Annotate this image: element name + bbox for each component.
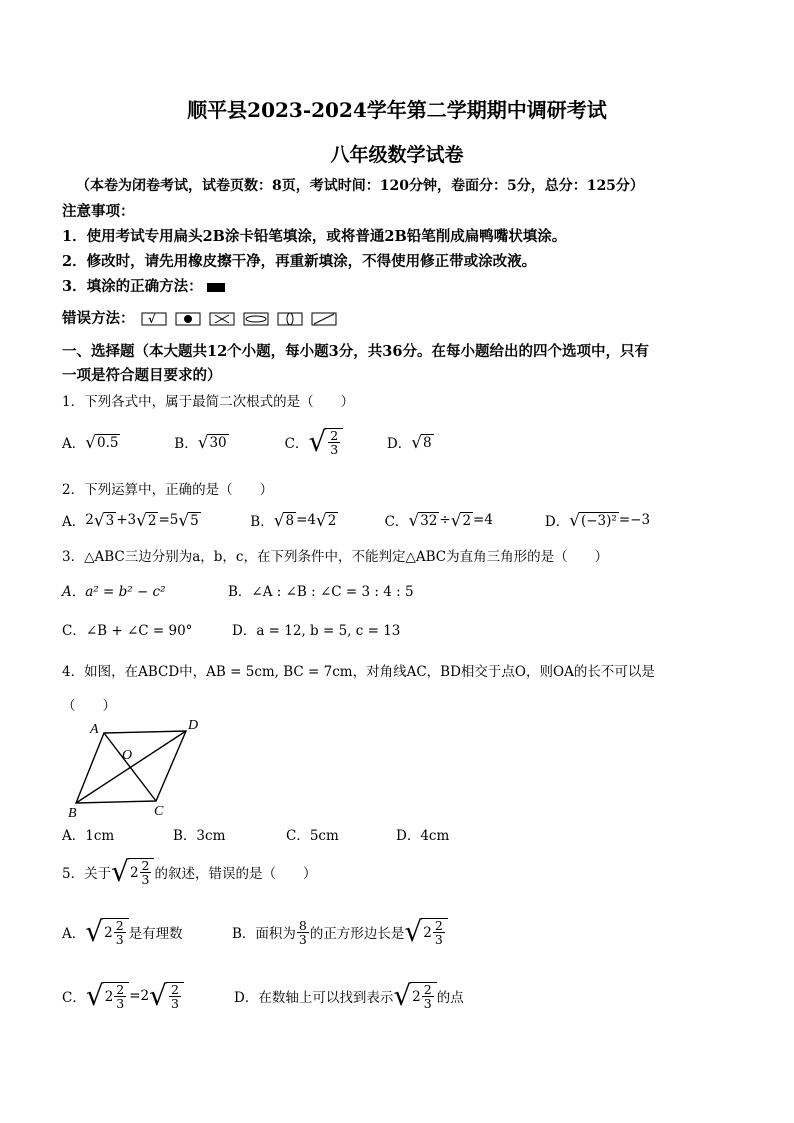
exam-info: （本卷为闭卷考试，试卷页数：8页，考试时间：120分钟，卷面分：5分，总分：125分） xyxy=(76,178,644,194)
wrong-method-row xyxy=(62,307,340,328)
q4-option-c: C．5cm xyxy=(286,828,339,844)
notice-item-3 xyxy=(62,275,225,296)
q2-option-d: D． √ (−3)² =−3 xyxy=(544,509,651,530)
q4-paren: （ ） xyxy=(62,698,116,714)
notice-item-3-text: 3．填涂的正确方法： xyxy=(62,278,203,295)
notice-item-2: 2．修改时，请先用橡皮擦干净，再重新填涂，不得使用修正带或涂改液。 xyxy=(62,253,537,270)
q2-option-b: B． √ 8 =4 √ 2 xyxy=(250,509,337,530)
q4-option-d: D．4cm xyxy=(396,828,450,844)
q1-option-d: D． √ 8 xyxy=(386,431,432,453)
notice-item-1: 1．使用考试专用扁头2B涂卡铅笔填涂，或将普通2B铅笔削成扁鸭嘴状填涂。 xyxy=(62,228,567,245)
page-title: 顺平县2023-2024学年第二学期期中调研考试 xyxy=(187,98,607,122)
q4-stem: 4．如图，在ABCD中，AB = 5cm, BC = 7cm，对角线AC，BD相交于点O，则OA的长不可以是 xyxy=(62,664,655,680)
wrong-marks-icon xyxy=(140,311,340,327)
fig-label-b: B xyxy=(68,806,77,821)
q1-option-a: A． √ 0.5 xyxy=(62,431,119,453)
q3-option-d: D．a = 12, b = 5, c = 13 xyxy=(232,623,401,639)
q5-option-a: A． √ 2 $\frac{2}{3}$ 是有理数 xyxy=(62,915,183,948)
q5-option-c: C． √ 2 $\frac{2}{3}$ =2 √ $\frac{2}{3}$ xyxy=(62,982,184,1010)
q4-option-b: B．3cm xyxy=(173,828,226,844)
q5-option-d: D．在数轴上可以找到表示 √ 2 $\frac{2}{3}$ 的点 xyxy=(234,979,464,1012)
fig-label-a: A xyxy=(90,722,99,737)
q1-options xyxy=(62,425,434,458)
q2-option-a: A． 2 √ 3 +3 √ 2 =5 √ 5 xyxy=(62,509,199,530)
section1-line2: 一项是符合题目要求的） xyxy=(62,367,222,384)
fig-label-o: O xyxy=(122,748,133,763)
fig-label-d: D xyxy=(188,718,199,733)
q2-stem: 2．下列运算中，正确的是（ ） xyxy=(62,482,274,498)
correct-fill-mark xyxy=(207,283,225,292)
q3-option-c: C．∠B + ∠C = 90° xyxy=(62,623,193,639)
svg-text:√: √ xyxy=(147,313,155,326)
q1-stem: 1．下列各式中，属于最简二次根式的是（ ） xyxy=(62,394,355,410)
page-subtitle: 八年级数学试卷 xyxy=(330,144,464,166)
fig-label-c: C xyxy=(154,804,164,819)
q5-stem-radical: √ 2 $\frac{2}{3}$ xyxy=(111,858,154,886)
notice-heading: 注意事项： xyxy=(62,203,135,220)
q2-option-c: C． √ 32 ÷ √ 2 =4 xyxy=(384,509,493,530)
q3-option-b: B．∠A : ∠B : ∠C = 3 : 4 : 5 xyxy=(228,584,414,600)
q1-option-c: C． √ $\frac{2}{3}$ xyxy=(285,428,383,456)
parallelogram-figure xyxy=(64,715,224,825)
q2-options xyxy=(62,510,650,530)
q4-option-a: A．1cm xyxy=(62,828,115,844)
q3-option-a: A．a² = b² − c² xyxy=(62,584,166,600)
q3-stem: 3．△ABC三边分别为a，b，c，在下列条件中，不能判定△ABC为直角三角形的是（ ） xyxy=(62,549,609,565)
section1-line1: 一、选择题（本大题共12个小题，每小题3分，共36分。在每小题给出的四个选项中，只有 xyxy=(62,343,649,360)
wrong-method-label: 错误方法： xyxy=(62,310,135,327)
q5-option-b: B．面积为 $\frac{8}{3}$ 的正方形边长是 √ 2 $\frac{2}{3}$ xyxy=(232,918,448,946)
q1-option-b: B． √ 30 xyxy=(174,431,227,453)
q5-stem: 5．关于 √ 2 $\frac{2}{3}$ 的叙述，错误的是（ ） xyxy=(62,855,317,888)
